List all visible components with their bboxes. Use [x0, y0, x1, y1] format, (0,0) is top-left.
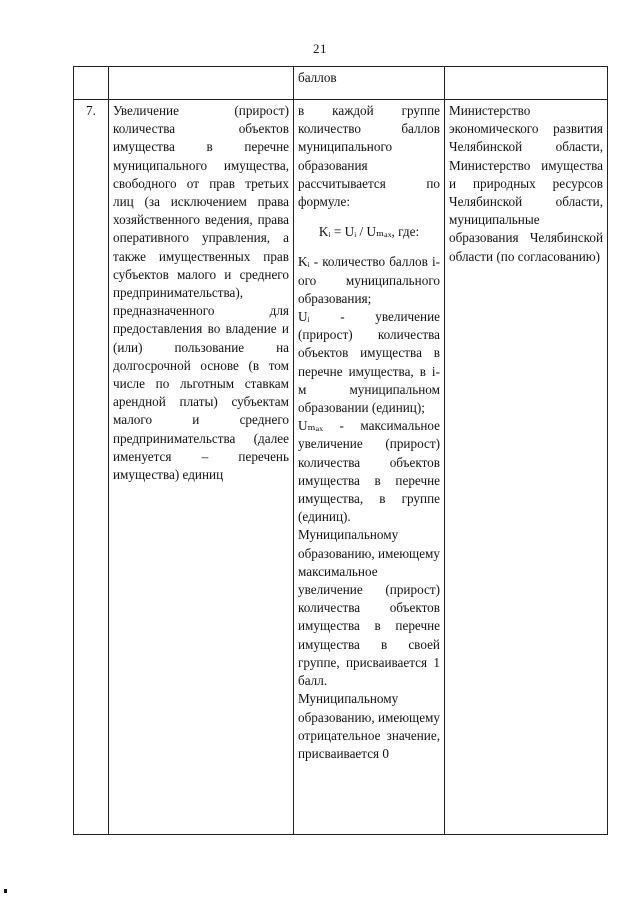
cell-indicator-empty: [109, 67, 294, 100]
method-continuation-text: баллов: [298, 70, 337, 85]
formula: Kᵢ = Uᵢ / Uₘₐₓ, где:: [318, 224, 420, 240]
table-row-continuation: [74, 67, 608, 100]
indicator-text: Увеличение (прирост) количества объектов имущества в перечне муниципального имущества, свободного от прав третьих лиц (за исключением права хозяйственного ведения, права оперативного управления, а также имущественных прав субъектов малого и среднего предпринимательства), предназначенного для предоставления во владение и (или) пользование на долгосрочной основе (в том числе по льготным ставкам арендной платы) субъектам малого и среднего предпринимательства (далее именуется – перечень имущества) единиц: [113, 103, 289, 483]
definition-k: Kᵢ - количество баллов i-ого муниципального образования;: [298, 254, 440, 306]
responsible-text: Министерство экономического развития Челябинской области, Министерство имущества и природных ресурсов Челябинской области, муниципальные образования Челябинской области (по согласованию): [449, 103, 603, 264]
page-number: 21: [313, 41, 327, 56]
cell-indicator: [109, 100, 294, 835]
method-intro: в каждой группе количество баллов муниципального образования рассчитывается по формуле:: [298, 103, 440, 210]
cell-responsible-empty: [445, 67, 608, 100]
cell-number-empty: [74, 67, 109, 100]
rule-max: Муниципальному образованию, имеющему максимальное увеличение (прирост) количества объектов имущества в перечне имущества в своей группе, присваивается 1 балл.: [298, 527, 440, 689]
cell-row-number: [74, 100, 109, 835]
row-number: 7.: [86, 103, 96, 118]
table-row-7: [74, 100, 608, 835]
definition-umax: Uₘₐₓ - максимальное увеличение (прирост) количества объектов имущества в перечне имущества, в группе (единиц).: [298, 418, 440, 525]
cell-responsible: [445, 100, 608, 835]
rule-negative: Муниципальному образованию, имеющему отрицательное значение, присваивается 0: [298, 691, 440, 761]
cell-method: [294, 100, 445, 835]
definition-u: Uᵢ - увеличение (прирост) количества объектов имущества в перечне имущества, в i-м муниципальном образовании (единиц);: [298, 309, 440, 416]
indicators-table: [73, 66, 608, 835]
cell-method-continuation: [294, 67, 445, 100]
scan-artifact: [4, 889, 7, 893]
